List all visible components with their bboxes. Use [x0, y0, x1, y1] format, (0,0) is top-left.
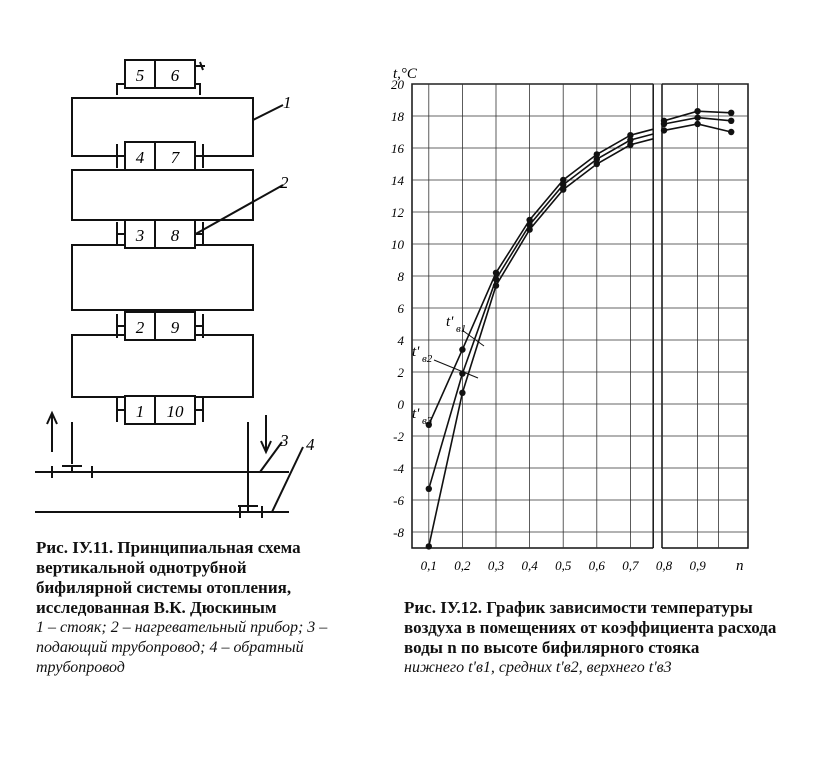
device-number-right: 8 — [170, 226, 180, 245]
chart-ylabel: t,°C — [393, 66, 417, 82]
series-label-2-sub: в2 — [422, 353, 433, 365]
y-tick-label: 0 — [397, 397, 404, 412]
x-tick-label: 0,4 — [521, 558, 538, 573]
data-point — [661, 127, 667, 133]
device-number-left: 5 — [135, 66, 145, 85]
device-number-right: 10 — [166, 402, 184, 421]
y-tick-label: 14 — [391, 173, 404, 188]
y-tick-label: 4 — [397, 333, 404, 348]
callout-label-1: 1 — [283, 93, 292, 112]
data-point — [426, 486, 432, 492]
caption-left-legend: 1 – стояк; 2 – нагревательный прибор; 3 – подающий трубопровод; 4 – обратный трубопровод — [36, 619, 328, 676]
y-tick-label: 10 — [391, 237, 404, 252]
x-tick-label: 0,6 — [588, 558, 605, 573]
y-tick-label: -4 — [393, 461, 404, 476]
series-2 — [426, 114, 735, 492]
data-point — [694, 121, 700, 127]
chart-xlabel: n — [736, 558, 744, 574]
series-label-3-sub: в3 — [422, 415, 433, 427]
callout-label-2: 2 — [280, 173, 289, 192]
y-tick-label: 16 — [391, 141, 404, 156]
y-tick-label: -8 — [393, 525, 404, 540]
data-point — [728, 129, 734, 135]
x-tick-label: 0,5 — [555, 558, 572, 573]
caption-left-title: Рис. IУ.11. Принципиальная схема вертикальной однотрубной бифилярной системы отопления, исследованная В.К. Дюскиным — [36, 538, 301, 617]
callout-label-4: 4 — [306, 435, 315, 454]
y-tick-label: 8 — [397, 269, 404, 284]
x-tick-label: 0,9 — [689, 558, 706, 573]
data-point — [728, 118, 734, 124]
series-3 — [426, 121, 735, 550]
data-point — [459, 346, 465, 352]
caption-right — [404, 598, 784, 678]
data-point — [493, 282, 499, 288]
device-number-left: 1 — [135, 402, 145, 421]
y-tick-label: 12 — [391, 205, 404, 220]
data-point — [426, 543, 432, 549]
data-point — [694, 108, 700, 114]
data-point — [526, 226, 532, 232]
device-number-right: 7 — [170, 148, 180, 167]
data-point — [694, 114, 700, 120]
x-tick-label: 0,2 — [454, 558, 471, 573]
device-number-right: 6 — [170, 66, 180, 85]
device-number-left: 2 — [135, 318, 145, 337]
y-tick-label: -6 — [393, 493, 404, 508]
series-label-1-sub: в1 — [456, 323, 467, 335]
y-tick-label: 2 — [397, 365, 404, 380]
y-tick-label: 20 — [391, 77, 404, 92]
data-point — [627, 142, 633, 148]
caption-right-legend: нижнего t'в1, средних t'в2, верхнего t'в3 — [404, 659, 672, 676]
y-tick-label: 18 — [391, 109, 404, 124]
caption-right-title: Рис. IУ.12. График зависимости температуры воздуха в помещениях от коэффициента расхода воды n по высоте бифилярного стояка — [404, 598, 777, 657]
x-tick-label: 0,7 — [622, 558, 639, 573]
series-label-2: t' — [412, 344, 420, 360]
data-point — [560, 186, 566, 192]
device-number-left: 4 — [135, 148, 145, 167]
data-point — [661, 121, 667, 127]
device-number-left: 3 — [135, 226, 145, 245]
data-point — [459, 390, 465, 396]
y-tick-label: 6 — [397, 301, 404, 316]
device-number-right: 9 — [170, 318, 180, 337]
series-label-1: t' — [446, 314, 454, 330]
series-1 — [426, 108, 735, 428]
x-tick-label: 0,3 — [487, 558, 505, 573]
data-point — [594, 161, 600, 167]
data-point — [728, 110, 734, 116]
x-tick-label: 0,1 — [420, 558, 437, 573]
x-tick-label: 0,8 — [655, 558, 673, 573]
callout-label-3: 3 — [280, 431, 289, 450]
y-tick-label: -2 — [393, 429, 404, 444]
caption-left — [36, 538, 336, 678]
series-label-3: t' — [412, 406, 420, 422]
